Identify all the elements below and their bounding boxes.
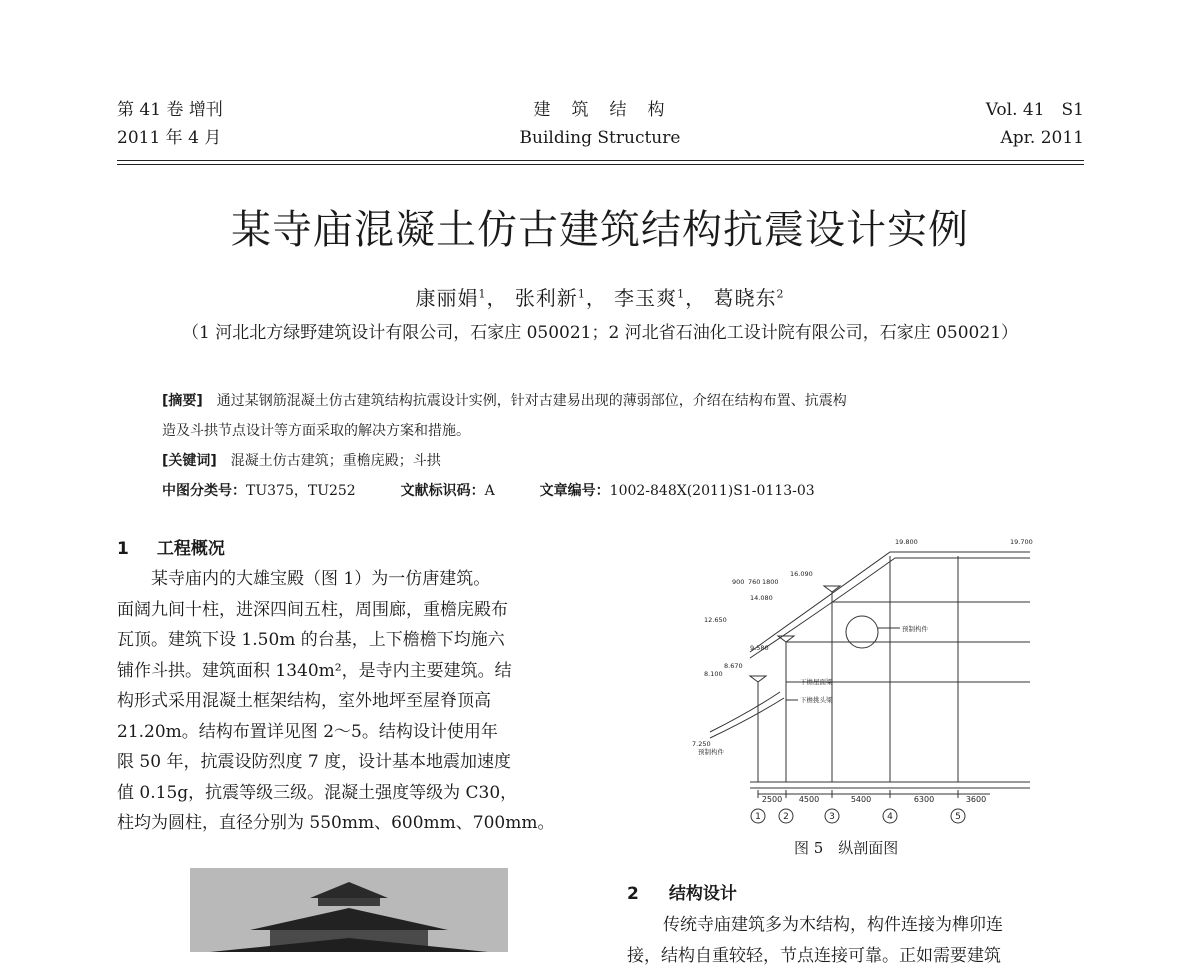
- author-list: [0, 282, 1200, 311]
- author-name: 葛晓东: [714, 286, 777, 310]
- figure-5-drawing: [690, 532, 1070, 832]
- paragraph-line: 21.20m。结构布置详见图 2～5。结构设计使用年: [117, 717, 585, 748]
- span-dimension: 2500: [762, 795, 782, 804]
- abstract-text-1: 通过某钢筋混凝土仿古建筑结构抗震设计实例，针对古建易出现的薄弱部位，介绍在结构布置、抗震构: [217, 393, 847, 409]
- elevation-label: 16.090: [790, 570, 813, 578]
- keywords-label: [关键词]: [162, 453, 217, 469]
- axis-number: 3: [829, 812, 835, 822]
- temple-silhouette: [190, 868, 508, 952]
- author-separator: ，: [685, 286, 706, 310]
- paragraph-line: 接，结构自重较轻，节点连接可靠。正如需要建筑: [627, 941, 1087, 971]
- paragraph-line: 构形式采用混凝土框架结构，室外地坪至屋脊顶高: [117, 686, 585, 717]
- author-separator: ，: [586, 286, 607, 310]
- elevation-label: 12.650: [704, 616, 727, 624]
- author-affil-mark: 1: [478, 287, 486, 300]
- author-affil-mark: 1: [677, 287, 685, 300]
- axis-number: 2: [783, 812, 789, 822]
- doc-code-label: 文献标识码：: [401, 483, 485, 499]
- author-separator: ，: [486, 286, 507, 310]
- span-dimension: 6300: [914, 795, 934, 804]
- affiliation: （1 河北北方绿野建筑设计有限公司，石家庄 050021；2 河北省石油化工设计院有限公司，石家庄 050021）: [0, 318, 1200, 343]
- clc-number: TU375，TU252: [246, 483, 356, 499]
- section-1-body: [117, 564, 585, 839]
- section-title: 工程概况: [157, 539, 225, 559]
- component-label: 下檐屋面梁: [800, 677, 833, 686]
- paragraph-line: 限 50 年，抗震设防烈度 7 度，设计基本地震加速度: [117, 747, 585, 778]
- author-affil-mark: 1: [578, 287, 586, 300]
- span-dimension: 5400: [851, 795, 871, 804]
- journal-date: 2011 年 4 月: [117, 126, 221, 150]
- header-rule-thin: [117, 164, 1084, 165]
- journal-vol-en: Vol. 41 S1: [986, 98, 1084, 122]
- journal-name-cn: 建 筑 结 构: [450, 98, 750, 122]
- elevation-label: 14.080: [750, 594, 773, 602]
- span-dimension: 4500: [799, 795, 819, 804]
- journal-volume: 第 41 卷 增刊: [117, 98, 223, 122]
- axis-number: 5: [955, 812, 961, 822]
- keywords: 混凝土仿古建筑；重檐庑殿；斗拱: [231, 453, 441, 469]
- elevation-label: 7.250: [692, 740, 711, 748]
- paragraph-line: 面阔九间十柱，进深四间五柱，周围廊，重檐庑殿布: [117, 595, 585, 626]
- journal-name-en: Building Structure: [450, 126, 750, 150]
- paragraph-line: 传统寺庙建筑多为木结构，构件连接为榫卯连: [627, 910, 1087, 941]
- section-number: 1: [117, 539, 129, 559]
- elevation-label: 8.670: [724, 662, 743, 670]
- paragraph-line: 某寺庙内的大雄宝殿（图 1）为一仿唐建筑。: [117, 564, 585, 595]
- clc-label: 中图分类号：: [162, 483, 246, 499]
- component-label: 下檐挑头梁: [800, 695, 833, 704]
- author-name: 康丽娟: [415, 286, 478, 310]
- axis-number: 4: [887, 812, 893, 822]
- elevation-label: 19.800: [895, 538, 918, 546]
- span-dimension: 3600: [966, 795, 986, 804]
- paragraph-line: 瓦顶。建筑下设 1.50m 的台基，上下檐檐下均施六: [117, 625, 585, 656]
- author-name: 张利新: [515, 286, 578, 310]
- article-number: 1002-848X(2011)S1-0113-03: [610, 483, 815, 499]
- paragraph-line: 铺作斗拱。建筑面积 1340m²，是寺内主要建筑。结: [117, 656, 585, 687]
- dimension-label: 760: [748, 578, 760, 586]
- temple-photo: [190, 868, 508, 952]
- abstract-label: [摘要]: [162, 393, 203, 409]
- component-label: 预制构件: [698, 747, 725, 756]
- section-1-heading: [117, 534, 225, 559]
- dimension-label: 1800: [762, 578, 779, 586]
- axis-number: 1: [755, 812, 761, 822]
- paragraph-line: 值 0.15g，抗震等级三级。混凝土强度等级为 C30，: [117, 778, 585, 809]
- author-affil-mark: 2: [777, 287, 785, 300]
- article-number-label: 文章编号：: [540, 483, 610, 499]
- header-rule: [117, 160, 1084, 161]
- section-title: 结构设计: [669, 884, 737, 904]
- section-2-heading: [627, 879, 737, 904]
- abstract-text-2: 造及斗拱节点设计等方面采取的解决方案和措施。: [162, 416, 1062, 446]
- dimension-label: 900: [732, 578, 744, 586]
- section-number: 2: [627, 884, 639, 904]
- journal-date-en: Apr. 2011: [1001, 126, 1085, 150]
- doc-code: A: [485, 483, 495, 499]
- elevation-label: 8.100: [704, 670, 723, 678]
- figure-5-caption: 图 5 纵剖面图: [794, 837, 898, 858]
- elevation-label: 9.580: [750, 644, 769, 652]
- component-label: 预制构件: [902, 624, 929, 633]
- article-title: 某寺庙混凝土仿古建筑结构抗震设计实例: [0, 198, 1200, 255]
- author-name: 李玉爽: [614, 286, 677, 310]
- elevation-label: 19.700: [1010, 538, 1033, 546]
- paragraph-line: 柱均为圆柱，直径分别为 550mm、600mm、700mm。: [117, 808, 585, 839]
- abstract: [162, 386, 1062, 506]
- section-2-body: [627, 910, 1087, 971]
